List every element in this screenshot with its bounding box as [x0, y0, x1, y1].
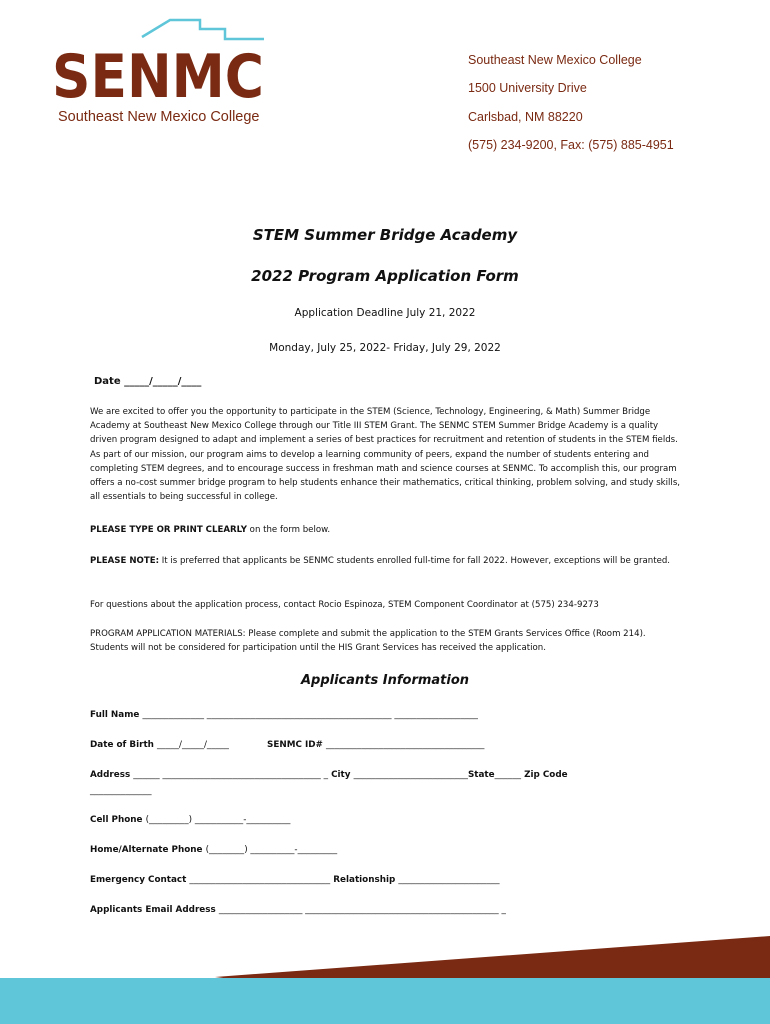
home-phone-label: Home/Alternate Phone	[90, 845, 203, 855]
print-notice-text: on the form below.	[246, 525, 331, 535]
application-materials: PROGRAM APPLICATION MATERIALS: Please complete and submit the application to the STEM Grants Services Office (Room 214). Students will not be considered for participation until the HIS Grant Services has received the application.	[90, 629, 646, 654]
address-line: 1500 University Drive	[468, 81, 587, 96]
logo-subtitle: Southeast New Mexico College	[58, 109, 260, 125]
home-phone-field[interactable]	[90, 845, 337, 855]
zip-line[interactable]	[90, 786, 152, 796]
footer-band	[0, 930, 770, 1024]
address-label: Address	[90, 770, 131, 780]
please-note-text: It is preferred that applicants be SENMC students enrolled full-time for fall 2022. However, exceptions will be granted.	[159, 556, 671, 566]
please-note-bold: PLEASE NOTE:	[90, 556, 160, 566]
application-deadline: Application Deadline July 21, 2022	[294, 307, 476, 319]
relationship-label: Relationship	[333, 875, 396, 885]
emergency-contact-label: Emergency Contact	[90, 875, 187, 885]
full-name-line[interactable]: ______________ __________________________________________ ___________________	[142, 710, 478, 720]
state-label: State	[467, 770, 495, 780]
dob-field[interactable]	[90, 740, 229, 750]
full-name-field[interactable]	[90, 710, 478, 720]
intro-paragraph: We are excited to offer you the opportunity to participate in the STEM (Science, Technology, Engineering, & Math) Summer Bridge Academy at Southeast New Mexico College through our Title III STEM Grant. The SENMC STEM Summer Bridge Academy is a quality driven program designed to adapt and implement a series of best practices for recruitment and retention of students in the STEM fields. As part of our mission, our program aims to develop a learning community of peers, expand the number of students entering and completing STEM degrees, and to encourage success in freshman math and science courses at SENMC. To accomplish this, our program offers a no-cost summer bridge program to help students enhance their mathematics, critical thinking, problem solving, and study skills, all essentials to being successful in college.	[90, 407, 681, 503]
city-label: City	[331, 770, 351, 780]
college-address	[468, 51, 674, 164]
senmc-logo	[50, 15, 290, 130]
questions-contact: For questions about the application process, contact Rocio Espinoza, STEM Component Coordinator at (575) 234-9273	[90, 600, 599, 610]
home-phone-line[interactable]: (________) __________-_________	[205, 845, 338, 855]
state-line[interactable]: ______	[494, 770, 521, 780]
applicants-heading: Applicants Information	[300, 673, 470, 688]
logo-wordmark: SENMC	[52, 42, 264, 112]
footer-teal-bar	[0, 978, 770, 1024]
cell-phone-field[interactable]	[90, 815, 290, 825]
print-notice-bold: PLEASE TYPE OR PRINT CLEARLY	[90, 525, 247, 535]
please-note	[90, 554, 685, 568]
footer-red-stripe	[215, 936, 770, 980]
city-line[interactable]: __________________________	[353, 770, 468, 780]
senmc-id-line[interactable]: ____________________________________	[326, 740, 485, 750]
relationship-line[interactable]: _______________________	[398, 875, 500, 885]
cell-phone-label: Cell Phone	[90, 815, 143, 825]
zip-line-input[interactable]: ______________	[90, 786, 152, 796]
emergency-contact-line[interactable]: ________________________________	[189, 875, 331, 885]
print-notice	[90, 523, 685, 537]
date-field[interactable]: Date _____/_____/____	[94, 376, 202, 387]
full-name-label: Full Name	[90, 710, 140, 720]
dob-label: Date of Birth	[90, 740, 154, 750]
email-field[interactable]	[90, 905, 506, 915]
address-line: (575) 234-9200, Fax: (575) 885-4951	[468, 137, 674, 152]
emergency-contact-field[interactable]	[90, 875, 500, 885]
zip-label: Zip Code	[524, 770, 568, 780]
address-line: Southeast New Mexico College	[468, 53, 642, 67]
email-line[interactable]: ___________________ ____________________________________________ _	[218, 905, 506, 915]
cell-phone-line[interactable]: (_________) ___________-__________	[145, 815, 291, 825]
form-subtitle: 2022 Program Application Form	[251, 267, 519, 285]
address-line-input[interactable]: ______ ____________________________________ _	[133, 770, 328, 780]
senmc-id-label: SENMC ID#	[267, 740, 323, 750]
form-title: STEM Summer Bridge Academy	[252, 226, 518, 244]
address-field[interactable]	[90, 770, 568, 780]
address-line: Carlsbad, NM 88220	[468, 109, 583, 124]
dob-line[interactable]: _____/_____/_____	[157, 740, 229, 750]
email-label: Applicants Email Address	[90, 905, 216, 915]
program-dates: Monday, July 25, 2022- Friday, July 29, 2022	[269, 342, 501, 354]
senmc-id-field[interactable]	[267, 740, 484, 750]
